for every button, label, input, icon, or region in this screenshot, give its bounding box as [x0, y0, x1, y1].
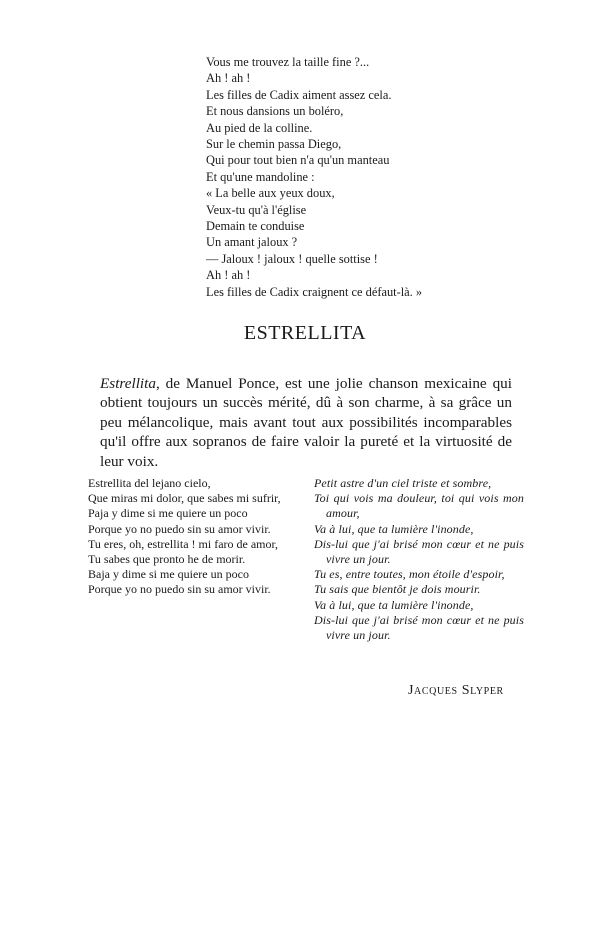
poem-line: Vous me trouvez la taille fine ?... — [206, 55, 370, 69]
poem-line: Les filles de Cadix aiment assez cela. — [206, 87, 392, 102]
poem-line: Un amant jaloux ? — [206, 235, 298, 250]
poem-line: Demain te conduise — [206, 219, 305, 234]
lyric-line: Petit astre d'un ciel triste et sombre, — [314, 476, 492, 490]
lyric-line: Estrellita del lejano cielo, — [88, 476, 211, 490]
lyric-line: Porque yo no puedo sin su amor vivir. — [88, 521, 271, 536]
spanish-lyrics-column — [88, 476, 296, 598]
lyric-line: Tu eres, oh, estrellita ! mi faro de amor, — [88, 536, 279, 551]
lyric-line: Dis-lui que j'ai brisé mon cœur et ne puis vivre un jour. — [314, 612, 524, 643]
poem-line: Veux-tu qu'à l'église — [206, 202, 307, 217]
song-title-italic: Estrellita — [100, 375, 156, 392]
lyric-line: Baja y dime si me quiere un poco — [88, 567, 249, 582]
poem-line: Sur le chemin passa Diego, — [206, 137, 342, 152]
lyric-line: Va à lui, que ta lumière l'inonde, — [314, 597, 474, 612]
intro-paragraph — [100, 374, 512, 471]
poem-excerpt — [206, 54, 422, 300]
poem-line: Qui pour tout bien n'a qu'un manteau — [206, 153, 390, 168]
poem-line: Ah ! ah ! — [206, 268, 251, 283]
lyric-line: Tu sais que bientôt je dois mourir. — [314, 582, 481, 597]
author-signature: Jacques Slyper — [408, 683, 504, 698]
french-lyrics-column — [314, 476, 524, 643]
lyric-line: Tu sabes que pronto he de morir. — [88, 552, 246, 567]
poem-line: Les filles de Cadix craignent ce défaut-là. » — [206, 284, 423, 299]
poem-line: « La belle aux yeux doux, — [206, 186, 335, 201]
lyric-line: Tu es, entre toutes, mon étoile d'espoir, — [314, 567, 505, 582]
section-title: ESTRELLITA — [243, 322, 367, 344]
intro-text: , de Manuel Ponce, est une jolie chanson mexicaine qui obtient toujours un succès mérité, dû à son charme, à sa grâce un peu mélancolique, mais avant tout aux possibilités incomparables qu'il offre aux sopranos de faire valoir la pureté et la virtuosité de leur voix. — [100, 375, 512, 470]
lyric-line: Que miras mi dolor, que sabes mi sufrir, — [88, 491, 281, 506]
lyric-line: Paja y dime si me quiere un poco — [88, 506, 248, 521]
poem-line: Au pied de la colline. — [206, 120, 313, 135]
poem-line: Ah ! ah ! — [206, 71, 251, 86]
lyric-line: Va à lui, que ta lumière l'inonde, — [314, 521, 474, 536]
poem-line: — Jaloux ! jaloux ! quelle sottise ! — [206, 251, 378, 266]
poem-line: Et qu'une mandoline : — [206, 169, 315, 184]
poem-line: Et nous dansions un boléro, — [206, 104, 344, 119]
lyric-line: Dis-lui que j'ai brisé mon cœur et ne puis vivre un jour. — [314, 536, 524, 567]
lyric-line: Toi qui vois ma douleur, toi qui vois mon amour, — [314, 491, 524, 521]
lyric-line: Porque yo no puedo sin su amor vivir. — [88, 582, 271, 597]
